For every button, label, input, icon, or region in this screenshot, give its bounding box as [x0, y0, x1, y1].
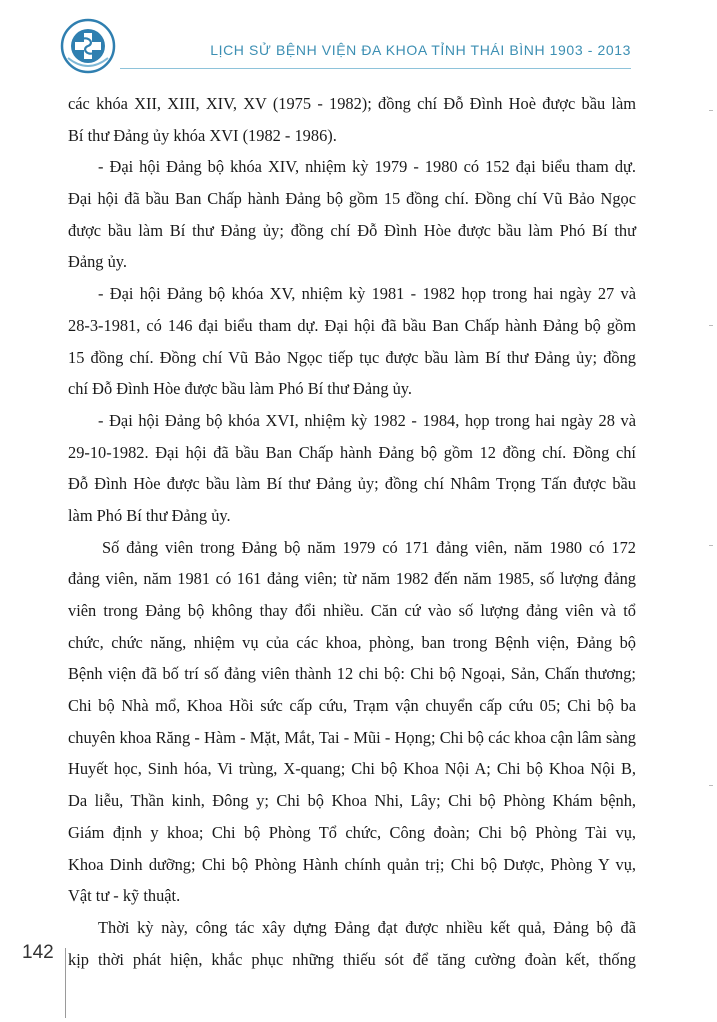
text-line: Bệnh viện đã bố trí số đảng viên thành 12 chi bộ: Chi bộ Ngoại, Sản, Chấn thương; — [68, 664, 636, 684]
text-line: Thời kỳ này, công tác xây dựng Đảng đạt được nhiều kết quả, Đảng bộ đã — [98, 917, 636, 937]
scan-edge-mark — [709, 785, 713, 786]
page-number: 142 — [22, 942, 54, 963]
text-line: Da liễu, Thần kinh, Đông y; Chi bộ Khoa Nhi, Lây; Chi bộ Phòng Khám bệnh, — [68, 791, 636, 811]
text-line: 15 đồng chí. Đồng chí Vũ Bảo Ngọc tiếp tục được bầu làm Bí thư Đảng ủy; đồng — [68, 347, 636, 367]
text-line: chức, chức năng, nhiệm vụ của các khoa, phòng, ban trong Bệnh viện, Đảng bộ — [68, 632, 636, 652]
text-line: làm Phó Bí thư Đảng ủy. — [68, 505, 231, 525]
text-line: viên trong Đảng bộ không thay đổi nhiều. Căn cứ vào số lượng đảng viên và tổ — [68, 601, 636, 620]
text-line: các khóa XII, XIII, XIV, XV (1975 - 1982); đồng chí Đỗ Đình Hoè được bầu làm — [68, 94, 636, 113]
text-line: kịp thời phát hiện, khắc phục những thiếu sót để tăng cường đoàn kết, thống — [68, 949, 636, 969]
text-line: Đỗ Đình Hòe được bầu làm Bí thư Đảng ủy; đồng chí Nhâm Trọng Tấn được bầu — [68, 474, 636, 494]
text-line: Vật tư - kỹ thuật. — [68, 886, 181, 906]
text-line: Đại hội đã bầu Ban Chấp hành Đảng bộ gồm 15 đồng chí. Đồng chí Vũ Bảo Ngọc — [68, 189, 636, 209]
text-line: Số đảng viên trong Đảng bộ năm 1979 có 171 đảng viên, năm 1980 có 172 — [102, 537, 636, 557]
text-line: Giám định y khoa; Chi bộ Phòng Tổ chức, Công đoàn; Chi bộ Phòng Tài vụ, — [68, 822, 636, 842]
text-line: Huyết học, Sinh hóa, Vi trùng, X-quang; Chi bộ Khoa Nội A; Chi bộ Khoa Nội B, — [68, 759, 636, 779]
text-line: Khoa Dinh dưỡng; Chi bộ Phòng Hành chính quản trị; Chi bộ Dược, Phòng Y vụ, — [68, 854, 636, 874]
text-line: Chi bộ Nhà mổ, Khoa Hồi sức cấp cứu, Trạm vận chuyển cấp cứu 05; Chi bộ ba — [68, 696, 636, 716]
scan-edge-mark — [709, 325, 713, 326]
header-divider — [120, 68, 631, 69]
text-line: - Đại hội Đảng bộ khóa XV, nhiệm kỳ 1981 - 1982 họp trong hai ngày 27 và — [98, 284, 636, 304]
text-line: chí Đỗ Đình Hòe được bầu làm Phó Bí thư Đảng ủy. — [68, 379, 413, 399]
scan-edge-mark — [709, 110, 713, 111]
margin-divider — [65, 948, 66, 1018]
text-line: - Đại hội Đảng bộ khóa XIV, nhiệm kỳ 1979 - 1980 có 152 đại biểu tham dự. — [98, 157, 636, 177]
text-line: 29-10-1982. Đại hội đã bầu Ban Chấp hành Đảng bộ gồm 12 đồng chí. Đồng chí — [68, 442, 636, 462]
text-line: Đảng ủy. — [68, 252, 128, 272]
page-body — [68, 88, 636, 975]
text-line: 28-3-1981, có 146 đại biểu tham dự. Đại hội đã bầu Ban Chấp hành Đảng bộ gồm — [68, 315, 636, 335]
text-line: chuyên khoa Răng - Hàm - Mặt, Mắt, Tai - Mũi - Họng; Chi bộ các khoa cận lâm sàng — [68, 727, 636, 747]
text-line: - Đại hội Đảng bộ khóa XVI, nhiệm kỳ 1982 - 1984, họp trong hai ngày 28 và — [98, 410, 636, 430]
running-header-title: LỊCH SỬ BỆNH VIỆN ĐA KHOA TỈNH THÁI BÌNH 1903 - 2013 — [210, 42, 631, 58]
scan-edge-mark — [709, 545, 713, 546]
text-line: Bí thư Đảng ủy khóa XVI (1982 - 1986). — [68, 125, 337, 145]
text-line: được bầu làm Bí thư Đảng ủy; đồng chí Đỗ Đình Hòe được bầu làm Phó Bí thư — [68, 220, 636, 240]
text-line: đảng viên, năm 1981 có 161 đảng viên; từ năm 1982 đến năm 1985, số lượng đảng — [68, 569, 636, 589]
